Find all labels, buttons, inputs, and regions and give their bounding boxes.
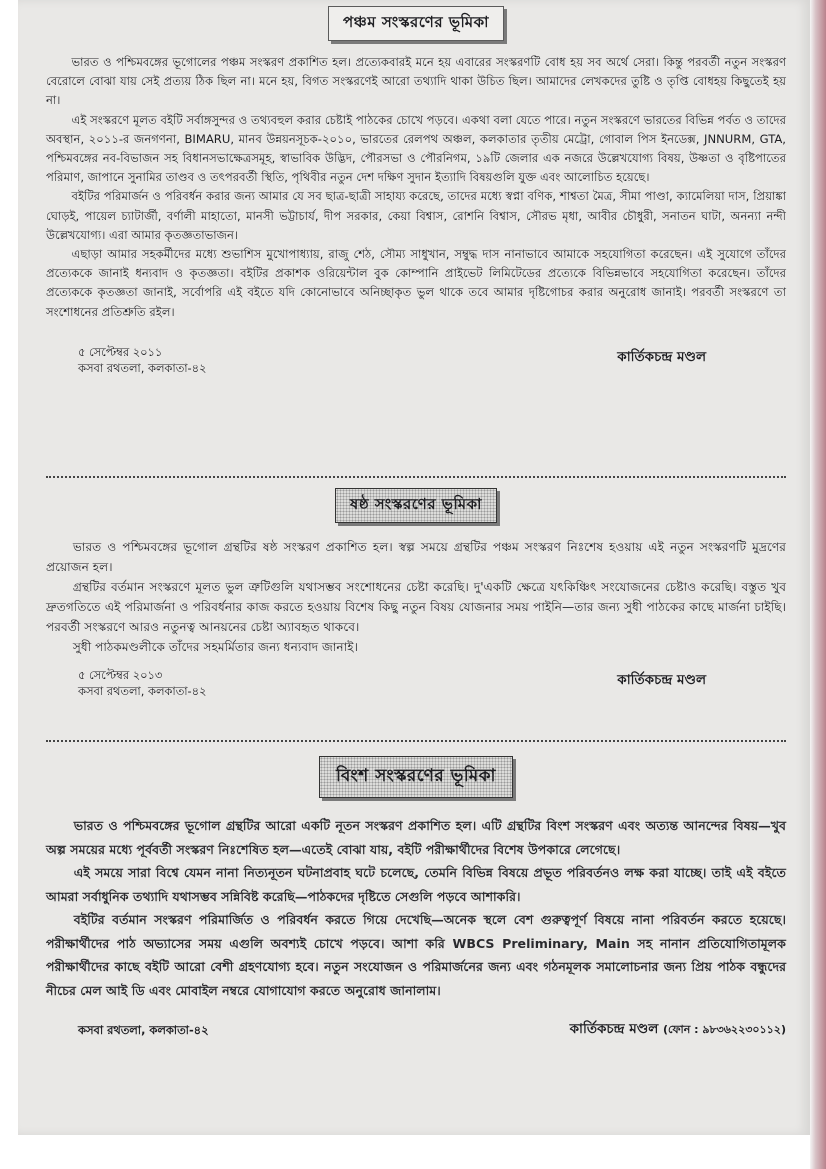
section-heading-sixth: ষষ্ঠ সংস্করণের ভূমিকা (335, 488, 497, 523)
signature-phone: (ফোন : ৯৮৩৬২২৩০১১২) (663, 1023, 786, 1036)
preface-twentieth-edition (46, 756, 786, 1054)
signature-date: ৫ সেপ্টেম্বর ২০১৩ (78, 668, 163, 682)
signature-block (46, 1014, 786, 1054)
section-heading-twentieth: বিংশ সংস্করণের ভূমিকা (319, 756, 513, 798)
book-page (18, 0, 810, 1135)
signature-place: কসবা রথতলা, কলকাতা-৪২ (78, 1023, 209, 1037)
paragraph: এই সময়ে সারা বিশ্বে যেমন নানা নিত্যনূতন ঘটনাপ্রবাহ ঘটে চলেছে, তেমনি বিভিন্ন বিষয়ে প্রভূত পরিবর্তনও লক্ষ করা যাচ্ছে। তাই এই বইতে আমরা সর্বাধুনিক তথ্যাদি যথাসম্ভব সন্নিবিষ্ট করেছি—পাঠকদের দৃষ্টিতে সেগুলি পড়বে আশাকরি। (46, 865, 786, 904)
paragraph: এছাড়া আমার সহকর্মীদের মধ্যে শুভাশিস মুখোপাধ্যায়, রাজু শেঠ, সৌম্য সাধুখান, সম্বুদ্ধ দাস নানাভাবে আমাকে সহযোগিতা করেছেন। এই সুযোগে তাঁদের প্রত্যেককে জানাই ধন্যবাদ ও কৃতজ্ঞতা। বইটির প্রকাশক ওরিয়েন্টাল বুক কোম্পানি প্রাইভেট লিমিটেডের প্রত্যেকে বিভিন্নভাবে সহযোগিতা করেছেন। তাঁদের প্রত্যেককে কৃতজ্ঞতা জানাই, সর্বোপরি এই বইতে যদি কোনোভাবে অনিচ্ছাকৃত ভুল থাকে তবে আমার দৃষ্টিগোচর করার অনুরোধ জানাই। পরবর্তী সংস্করণে তা সংশোধনের প্রতিশ্রুতি রইল। (46, 247, 786, 319)
signature-block (46, 344, 786, 384)
paragraph: বইটির পরিমার্জন ও পরিবর্ধন করার জন্য আমার যে সব ছাত্র-ছাত্রী সাহায্য করেছে, তাদের মধ্যে স্বপ্না বণিক, শাশ্বতা মৈত্র, সীমা পাণ্ডা, ক্যামেলিয়া দাস, প্রিয়াঙ্কা ঘোড়ই, পায়েল চ্যাটার্জী, বর্ণালী মাহাতো, মানসী ভট্টাচার্য, দীপ সরকার, কেয়া বিশ্বাস, রোশনি বিশ্বাস, সৌরভ মৃধা, আবীর চৌধুরী, সনাতন ঘাটা, অনন্যা নন্দী উল্লেখযোগ্য। এরা আমার কৃতজ্ঞতাভাজন। (46, 189, 786, 242)
paragraph: এই সংস্করণে মূলত বইটি সর্বাঙ্গসুন্দর ও তথ্যবহুল করার চেষ্টাই পাঠকের চোখে পড়বে। একথা বলা যেতে পারে। নতুন সংস্করণে ভারতের বিভিন্ন পর্বত ও তাদের অবস্থান, ২০১১-র জনগণনা, BIMARU, মানব উন্নয়নসূচক-২০১০, ভারতের রেলপথ অঞ্চল, কলকাতার তৃতীয় মেট্রো, গোবাল পিস ইনডেক্স, JNNURM, GTA, পশ্চিমবঙ্গের নব-বিভাজন সহ বিধানসভাক্ষেত্রসমূহ, স্বাভাবিক উদ্ভিদ, পৌরসভা ও পৌরনিগম, ১৯টি জেলার এক নজরে উল্লেখযোগ্য বিষয়, উষ্ণতা ও বৃষ্টিপাতের পরিমাণ, জাপানে সুনামির তাণ্ডব ও তৎপরবর্তী স্থিতি, পৃথিবীর নতুন দেশ দক্ষিণ সুদান ইত্যাদি বিষয়গুলি যুক্ত এবং আলোচিত হয়েছে। (46, 112, 786, 185)
signature-place: কসবা রথতলা, কলকাতা-৪২ (78, 684, 207, 698)
paragraph: সুধী পাঠকমণ্ডলীকে তাঁদের সহমর্মিতার জন্য ধন্যবাদ জানাই। (72, 640, 358, 654)
signature-author: কার্তিকচন্দ্র মণ্ডল (617, 672, 706, 688)
paragraph: ভারত ও পশ্চিমবঙ্গের ভূগোলের পঞ্চম সংস্করণ প্রকাশিত হল। প্রত্যেকবারই মনে হয় এবারের সংস্করণটি বোধ হয় সব অর্থে সেরা। কিন্তু পরবর্তী নতুন সংস্করণ বেরোলে বোঝা যায় সেই প্রত্যয় ঠিক ছিল না। মনে হয়, বিগত সংস্করণেই আরো তথ্যাদি থাকা উচিত ছিল। আমাদের লেখকদের তুষ্টি ও তৃপ্তি বোধহয় কিছুতেই হয় না। (46, 55, 786, 108)
preface-sixth-edition (46, 488, 786, 707)
signature-author: কার্তিকচন্দ্র মণ্ডল (617, 348, 706, 365)
signature-place: কসবা রথতলা, কলকাতা-৪২ (78, 360, 207, 375)
signature-author: কার্তিকচন্দ্র মণ্ডল (569, 1021, 659, 1037)
dotted-divider (46, 740, 786, 742)
page-edge (810, 0, 826, 1169)
preface-fifth-edition (46, 6, 786, 384)
paragraph: ভারত ও পশ্চিমবঙ্গের ভূগোল গ্রন্থটির আরো একটি নূতন সংস্করণ প্রকাশিত হল। এটি গ্রন্থটির বিংশ সংস্করণ এবং অত্যন্ত আনন্দের বিষয়—খুব অল্প সময়ের মধ্যে পূর্ববর্তী সংস্করণ নিঃশেষিত হল—এতেই বোঝা যায়, বইটি পরীক্ষার্থীদের বিশেষ উপকারে লেগেছে। (46, 818, 786, 857)
signature-block (46, 667, 786, 707)
paragraph: ভারত ও পশ্চিমবঙ্গের ভূগোল গ্রন্থটির ষষ্ঠ সংস্করণ প্রকাশিত হল। স্বল্প সময়ে গ্রন্থটির পঞ্চম সংস্করণ নিঃশেষ হওয়ায় এই নতুন সংস্করণটি মুদ্রণের প্রয়োজন হল। (46, 540, 786, 574)
dotted-divider (46, 476, 786, 478)
signature-author-line (570, 1018, 786, 1041)
paragraph: বইটির বর্তমান সংস্করণ পরিমার্জিত ও পরিবর্ধন করতে গিয়ে দেখেছি—অনেক স্থলে বেশ গুরুত্বপূর্ণ বিষয়ে নানা পরিবর্তন করতে হয়েছে। পরীক্ষার্থীদের পাঠ অভ্যাসের সময় এগুলি অবশ্যই চোখে পড়বে। আশা করি WBCS Preliminary, Main সহ নানান প্রতিযোগিতামূলক পরীক্ষার্থীদের কাছে বইটি আরো বেশী গ্রহণযোগ্য হবে। নতুন সংযোজন ও পরিমার্জনের জন্য এবং গঠনমূলক সমালোচনার জন্য প্রিয় পাঠক বন্ধুদের নীচের মেল আই ডি এবং মোবাইল নম্বরে যোগাযোগ করতে অনুরোধ জানালাম। (46, 912, 786, 998)
signature-date: ৫ সেপ্টেম্বর ২০১১ (78, 344, 163, 359)
section-heading-fifth: পঞ্চম সংস্করণের ভূমিকা (328, 6, 504, 41)
paragraph: গ্রন্থটির বর্তমান সংস্করণে মূলত ভুল ত্রুটিগুলি যথাসম্ভব সংশোধনের চেষ্টা করেছি। দু'একটি ক্ষেত্রে যৎকিঞ্চিৎ সংযোজনের চেষ্টাও করেছি। বস্তুত খুব দ্রুতগতিতে এই পরিমার্জনা ও পরিবর্ধনার কাজ করতে হওয়ায় বিশেষ কিছু নতুন বিষয় যোজনার সময় পাইনি—তার জন্য সুধী পাঠকের কাছে মার্জনা চাইছি। পরবর্তী সংস্করণে আরও নতুনত্ব আনয়নের চেষ্টা অ্যাবহৃত থাকবে। (46, 580, 786, 634)
